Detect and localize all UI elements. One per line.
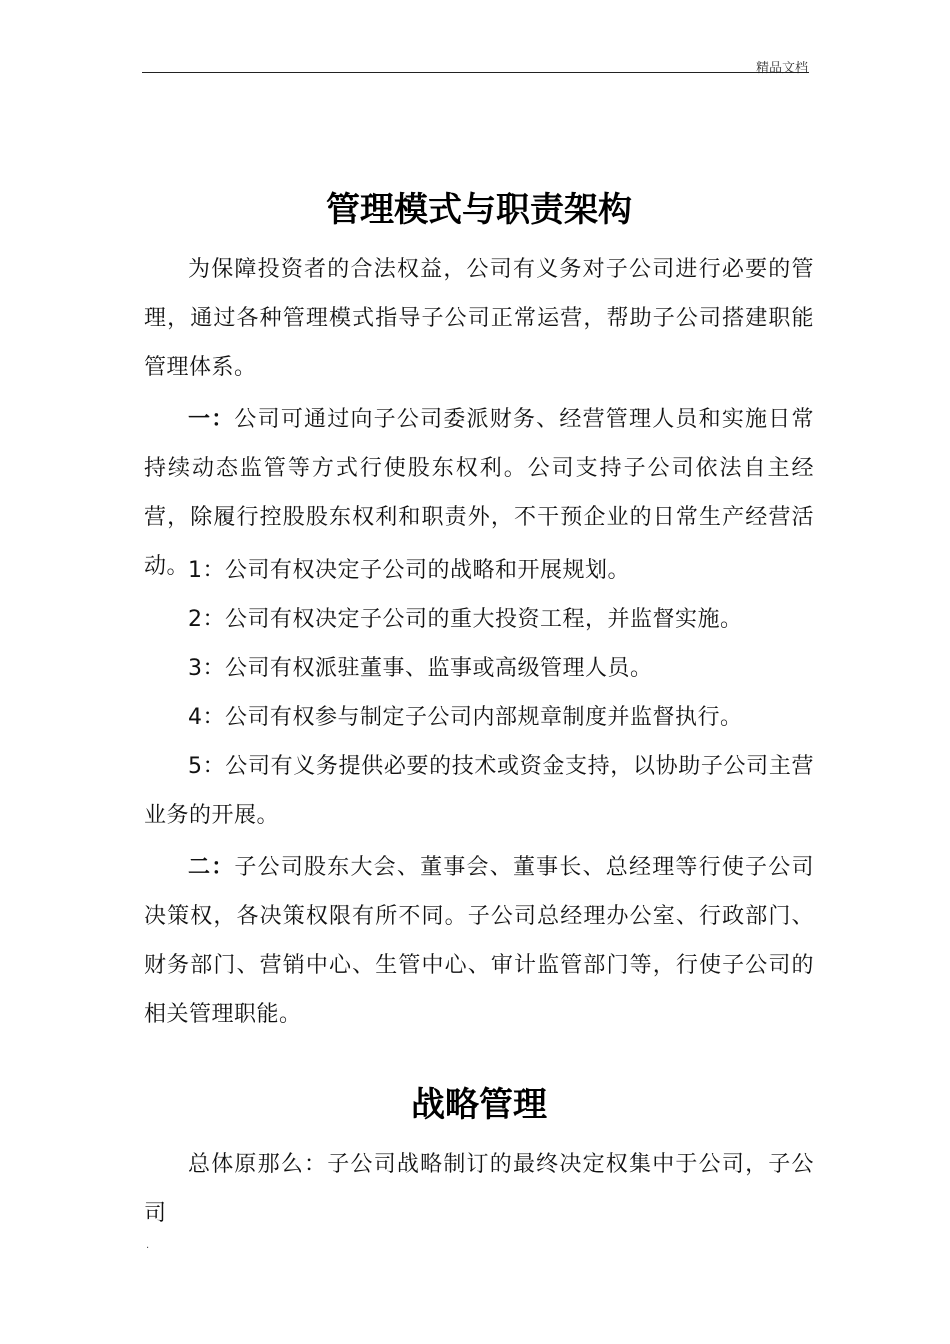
list-item: [144, 742, 814, 840]
paragraph-one-marker: 一：: [188, 406, 235, 432]
paragraph-one-text: 公司可通过向子公司委派财务、经营管理人员和实施日常持续动态监管等方式行使股东权利。公司支持子公司依法自主经营，除履行控股股东权利和职责外，不干预企业的日常生产经营活动。: [144, 407, 814, 579]
paragraph-principle: 总体原那么：子公司战略制订的最终决定权集中于公司，子公司: [144, 1152, 814, 1226]
footer-mark: .: [146, 1240, 150, 1251]
list-item-text: 公司有权参与制定子公司内部规章制度并监督执行。: [225, 705, 743, 730]
list-item: [144, 693, 814, 742]
list-item-separator: ：: [202, 754, 226, 779]
list-item-number: 5: [188, 754, 203, 779]
paragraph-intro: 为保障投资者的合法权益，公司有义务对子公司进行必要的管理，通过各种管理模式指导子公司正常运营，帮助子公司搭建职能管理体系。: [144, 257, 814, 380]
list-item-separator: ：: [202, 558, 226, 583]
list-item: [144, 644, 814, 693]
list-item-number: 1: [188, 558, 203, 583]
list-item: [144, 546, 814, 595]
list-item-text: 公司有义务提供必要的技术或资金支持，以协助子公司主营业务的开展。: [144, 754, 814, 828]
list-item-number: 3: [188, 656, 203, 681]
paragraph-two-text: 子公司股东大会、董事会、董事长、总经理等行使子公司决策权，各决策权限有所不同。子公司总经理办公室、行政部门、财务部门、营销中心、生管中心、审计监管部门等，行使子公司的相关管理职能。: [144, 855, 814, 1027]
list-item-separator: ：: [202, 705, 226, 730]
list-item: [144, 595, 814, 644]
list-item-number: 4: [188, 705, 203, 730]
list-item-text: 公司有权决定子公司的重大投资工程，并监督实施。: [225, 607, 743, 632]
list-item-text: 公司有权派驻董事、监事或高级管理人员。: [225, 656, 653, 681]
section-title-strategy: 战略管理: [411, 1085, 547, 1125]
list-item-separator: ：: [202, 656, 226, 681]
section-title-management-model: 管理模式与职责架构: [326, 190, 632, 230]
header-divider: [142, 72, 809, 73]
list-item-separator: ：: [202, 607, 226, 632]
list-item-text: 公司有权决定子公司的战略和开展规划。: [225, 558, 631, 583]
list-item-number: 2: [188, 607, 203, 632]
paragraph-two-marker: 二：: [188, 854, 235, 880]
header-label: 精品文档: [755, 61, 808, 76]
paragraph-two: [144, 843, 814, 1039]
